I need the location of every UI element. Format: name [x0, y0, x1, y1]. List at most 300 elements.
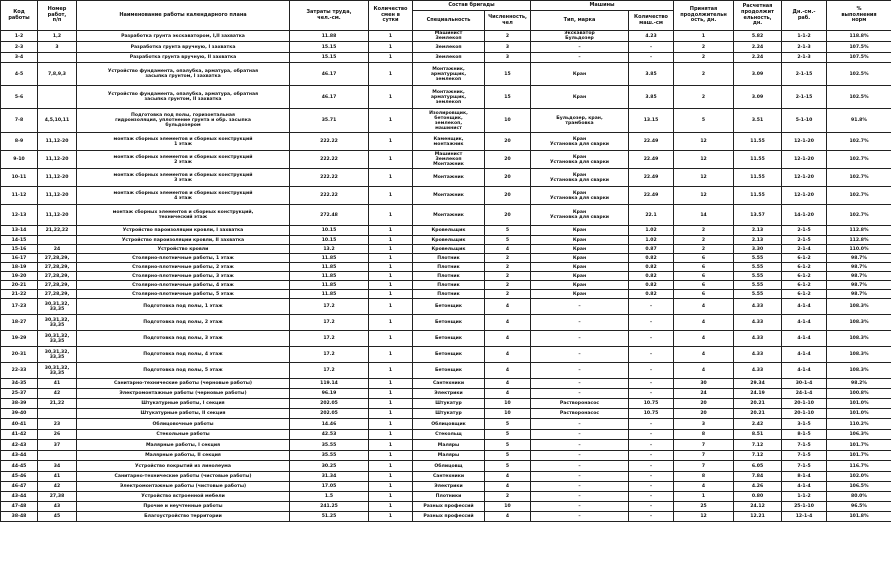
cell-count: 10 — [485, 109, 531, 133]
cell-machine-type: – — [531, 379, 629, 389]
cell-days: 4-1-4 — [782, 347, 827, 363]
cell-work-no: 30,31,32, 33,35 — [38, 315, 77, 331]
cell-count: 4 — [485, 482, 531, 492]
cell-spec: Бетонщик — [413, 363, 485, 379]
cell-count: 2 — [485, 254, 531, 263]
table-row — [1, 169, 891, 187]
cell-calc-duration: 3.51 — [734, 109, 782, 133]
cell-shifts: 1 — [369, 236, 413, 245]
cell-shifts: 1 — [369, 205, 413, 226]
cell-spec: Бетонщик — [413, 299, 485, 315]
cell-labor: 222.22 — [290, 133, 369, 151]
cell-calc-duration: 7.12 — [734, 440, 782, 451]
cell-calc-duration: 29.34 — [734, 379, 782, 389]
table-row — [1, 299, 891, 315]
col-header-work-no: Номер работ, п/п — [38, 1, 77, 31]
cell-percent: 101.0% — [827, 399, 891, 409]
cell-days: 24-1-4 — [782, 389, 827, 399]
cell-code: 46-47 — [1, 482, 38, 492]
cell-calc-duration: 4.26 — [734, 482, 782, 492]
col-header-brigade-count: Численность, чел — [485, 11, 531, 31]
cell-duration: 14 — [674, 205, 734, 226]
cell-count: 4 — [485, 245, 531, 254]
cell-spec: Изолировщик, бетонщик, землекоп, машинист — [413, 109, 485, 133]
cell-days: 4-1-4 — [782, 363, 827, 379]
cell-machine-qty: – — [629, 315, 674, 331]
cell-shifts: 1 — [369, 169, 413, 187]
cell-machine-qty: – — [629, 451, 674, 461]
cell-machine-qty: 3.85 — [629, 86, 674, 109]
cell-machine-type: – — [531, 419, 629, 430]
cell-labor: 17.05 — [290, 482, 369, 492]
cell-name: Санитарно-технические работы (черновые работы) — [77, 379, 290, 389]
cell-percent: 110.0% — [827, 245, 891, 254]
cell-count: 4 — [485, 472, 531, 482]
cell-percent: 80.0% — [827, 492, 891, 502]
cell-calc-duration: 11.55 — [734, 169, 782, 187]
cell-count: 4 — [485, 389, 531, 399]
cell-percent: 96.5% — [827, 502, 891, 512]
cell-code: 18-19 — [1, 263, 38, 272]
cell-work-no: 30,31,32, 33,35 — [38, 363, 77, 379]
cell-spec: Маляры — [413, 451, 485, 461]
cell-shifts: 1 — [369, 290, 413, 299]
cell-calc-duration: 20.21 — [734, 399, 782, 409]
cell-duration: 12 — [674, 151, 734, 169]
cell-duration: 6 — [674, 290, 734, 299]
cell-machine-qty: – — [629, 419, 674, 430]
cell-work-no: 7,8,9,3 — [38, 63, 77, 86]
cell-work-no: 3 — [38, 42, 77, 53]
cell-machine-qty: 0.82 — [629, 281, 674, 290]
cell-machine-qty: – — [629, 347, 674, 363]
table-row — [1, 461, 891, 472]
cell-machine-qty: 1.02 — [629, 236, 674, 245]
cell-count: 4 — [485, 315, 531, 331]
cell-shifts: 1 — [369, 254, 413, 263]
col-header-percent: % выполнения норм — [827, 1, 891, 31]
cell-percent: 118.8% — [827, 31, 891, 42]
cell-calc-duration: 13.57 — [734, 205, 782, 226]
cell-days: 6-1-2 — [782, 272, 827, 281]
cell-spec: Облицовщик — [413, 419, 485, 430]
cell-calc-duration: 7.84 — [734, 472, 782, 482]
cell-spec: Плотники — [413, 492, 485, 502]
cell-percent: 106.5% — [827, 482, 891, 492]
cell-spec: Кровельщик — [413, 226, 485, 236]
cell-days: 6-1-2 — [782, 254, 827, 263]
col-header-name: Наименование работы календарного плана — [77, 1, 290, 31]
cell-labor: 202.05 — [290, 409, 369, 419]
cell-shifts: 1 — [369, 419, 413, 430]
cell-labor: 46.17 — [290, 86, 369, 109]
cell-machine-qty: 0.87 — [629, 245, 674, 254]
cell-labor: 35.55 — [290, 451, 369, 461]
cell-percent: 101.7% — [827, 440, 891, 451]
cell-work-no: 41 — [38, 379, 77, 389]
cell-days: 14-1-20 — [782, 205, 827, 226]
cell-shifts: 1 — [369, 389, 413, 399]
cell-calc-duration: 5.55 — [734, 263, 782, 272]
table-row — [1, 254, 891, 263]
cell-duration: 7 — [674, 440, 734, 451]
cell-percent: 102.7% — [827, 169, 891, 187]
cell-shifts: 1 — [369, 133, 413, 151]
cell-name: Подготовка под полы, 5 этаж — [77, 363, 290, 379]
cell-spec: Монтажник, арматурщик, землекоп — [413, 63, 485, 86]
cell-labor: 202.05 — [290, 399, 369, 409]
cell-name: Подготовка под полы, 1 этаж — [77, 299, 290, 315]
cell-machine-type: – — [531, 315, 629, 331]
cell-code: 13-14 — [1, 226, 38, 236]
cell-spec: Плотник — [413, 290, 485, 299]
cell-work-no: 30,31,32, 33,35 — [38, 347, 77, 363]
cell-machine-type: Растворонасос — [531, 409, 629, 419]
cell-percent: 108.3% — [827, 299, 891, 315]
cell-shifts: 1 — [369, 281, 413, 290]
cell-code: 17-23 — [1, 299, 38, 315]
cell-code: 22-33 — [1, 363, 38, 379]
cell-days: 4-1-4 — [782, 315, 827, 331]
cell-days: 5-1-10 — [782, 109, 827, 133]
cell-count: 4 — [485, 299, 531, 315]
cell-shifts: 1 — [369, 53, 413, 63]
cell-labor: 17.2 — [290, 299, 369, 315]
cell-shifts: 1 — [369, 315, 413, 331]
cell-name: Устройство фундамента, опалубка, арматура, обратная засыпка грунтом, I захватка — [77, 63, 290, 86]
cell-labor: 222.22 — [290, 169, 369, 187]
cell-shifts: 1 — [369, 63, 413, 86]
cell-machine-qty: – — [629, 502, 674, 512]
cell-count: 4 — [485, 512, 531, 522]
cell-machine-type: Растворонасос — [531, 399, 629, 409]
cell-duration: 4 — [674, 315, 734, 331]
cell-days: 8-1-4 — [782, 472, 827, 482]
cell-count: 3 — [485, 53, 531, 63]
cell-machine-type: Кран — [531, 254, 629, 263]
cell-machine-type: Кран Установка для сварки — [531, 187, 629, 205]
table-row — [1, 42, 891, 53]
cell-duration: 6 — [674, 263, 734, 272]
cell-machine-qty: 22.49 — [629, 169, 674, 187]
cell-machine-qty: 3.85 — [629, 63, 674, 86]
table-row — [1, 409, 891, 419]
table-row — [1, 31, 891, 42]
cell-count: 4 — [485, 331, 531, 347]
col-header-machine-qty: Количество маш.-см — [629, 11, 674, 31]
cell-work-no: 4,5,10,11 — [38, 109, 77, 133]
cell-shifts: 1 — [369, 272, 413, 281]
cell-calc-duration: 3.09 — [734, 63, 782, 86]
table-row — [1, 133, 891, 151]
cell-days: 12-1-20 — [782, 133, 827, 151]
cell-duration: 1 — [674, 492, 734, 502]
cell-machine-qty: – — [629, 430, 674, 440]
cell-spec: Машинист Землекоп Монтажник — [413, 151, 485, 169]
cell-spec: Плотник — [413, 263, 485, 272]
cell-count: 5 — [485, 236, 531, 245]
cell-days: 6-1-2 — [782, 281, 827, 290]
cell-labor: 30.25 — [290, 461, 369, 472]
cell-count: 10 — [485, 409, 531, 419]
cell-duration: 7 — [674, 451, 734, 461]
cell-duration: 4 — [674, 299, 734, 315]
cell-work-no: 21,22,22 — [38, 226, 77, 236]
cell-machine-qty: 4.23 — [629, 31, 674, 42]
cell-days: 1-1-2 — [782, 492, 827, 502]
cell-labor: 51.25 — [290, 512, 369, 522]
cell-percent: 107.5% — [827, 53, 891, 63]
cell-spec: Землекоп — [413, 42, 485, 53]
cell-count: 4 — [485, 379, 531, 389]
cell-calc-duration: 5.55 — [734, 281, 782, 290]
cell-name: Столярно-плотничные работы, 5 этаж — [77, 290, 290, 299]
cell-spec: Разных профессий — [413, 502, 485, 512]
cell-name: монтаж сборных элементов и сборных конструкций, технический этаж — [77, 205, 290, 226]
cell-name: Облицовочные работы — [77, 419, 290, 430]
cell-code: 5-6 — [1, 86, 38, 109]
cell-calc-duration: 5.82 — [734, 31, 782, 42]
table-row — [1, 492, 891, 502]
cell-machine-qty: – — [629, 482, 674, 492]
cell-count: 15 — [485, 86, 531, 109]
cell-duration: 7 — [674, 461, 734, 472]
cell-name: Разработка грунта вручную, I захватка — [77, 42, 290, 53]
cell-machine-qty: – — [629, 389, 674, 399]
cell-calc-duration: 5.55 — [734, 272, 782, 281]
cell-percent: 91.8% — [827, 109, 891, 133]
cell-code: 18-27 — [1, 315, 38, 331]
cell-calc-duration: 2.24 — [734, 53, 782, 63]
table-row — [1, 389, 891, 399]
cell-calc-duration: 24.12 — [734, 502, 782, 512]
table-row — [1, 263, 891, 272]
cell-machine-qty: – — [629, 492, 674, 502]
cell-machine-qty: 13.15 — [629, 109, 674, 133]
cell-work-no: 27,28,29, — [38, 272, 77, 281]
cell-code: 45-46 — [1, 472, 38, 482]
cell-percent: 112.8% — [827, 236, 891, 245]
cell-percent: 98.7% — [827, 272, 891, 281]
cell-code: 12-13 — [1, 205, 38, 226]
cell-machine-qty: 22.49 — [629, 151, 674, 169]
cell-labor: 11.85 — [290, 290, 369, 299]
cell-percent: 116.7% — [827, 461, 891, 472]
col-header-machine-type: Тип, марка — [531, 11, 629, 31]
cell-labor: 11.85 — [290, 272, 369, 281]
cell-work-no: 41 — [38, 472, 77, 482]
cell-labor: 17.2 — [290, 331, 369, 347]
cell-machine-type: Кран — [531, 86, 629, 109]
cell-work-no: 11,12-20 — [38, 133, 77, 151]
table-row — [1, 281, 891, 290]
cell-machine-type: Кран Установка для сварки — [531, 205, 629, 226]
cell-labor: 11.85 — [290, 281, 369, 290]
cell-shifts: 1 — [369, 299, 413, 315]
cell-spec: Плотник — [413, 281, 485, 290]
cell-shifts: 1 — [369, 502, 413, 512]
cell-calc-duration: 4.33 — [734, 315, 782, 331]
cell-work-no: 27,28,29, — [38, 254, 77, 263]
cell-duration: 24 — [674, 389, 734, 399]
cell-code: 19-20 — [1, 272, 38, 281]
cell-code: 19-29 — [1, 331, 38, 347]
cell-percent: 98.7% — [827, 263, 891, 272]
cell-labor: 42.53 — [290, 430, 369, 440]
cell-spec: Монтажник, арматурщик, землекоп — [413, 86, 485, 109]
cell-percent: 98.7% — [827, 281, 891, 290]
cell-duration: 8 — [674, 430, 734, 440]
cell-spec: Плотник — [413, 272, 485, 281]
table-row — [1, 482, 891, 492]
cell-percent: 102.5% — [827, 86, 891, 109]
cell-code: 1-2 — [1, 31, 38, 42]
cell-name: Подготовка под полы, горизонтальная гидроизоляция, уплотнение грунта и обр. засыпка бульдозером — [77, 109, 290, 133]
cell-work-no: 11,12-20 — [38, 151, 77, 169]
cell-machine-type: Кран — [531, 63, 629, 86]
cell-count: 10 — [485, 399, 531, 409]
cell-calc-duration: 4.33 — [734, 363, 782, 379]
cell-count: 5 — [485, 419, 531, 430]
cell-machine-type: – — [531, 492, 629, 502]
cell-machine-qty: 0.82 — [629, 290, 674, 299]
cell-work-no: 23 — [38, 419, 77, 430]
cell-labor: 11.85 — [290, 254, 369, 263]
cell-count: 3 — [485, 42, 531, 53]
cell-count: 2 — [485, 281, 531, 290]
cell-shifts: 1 — [369, 512, 413, 522]
cell-labor: 10.15 — [290, 236, 369, 245]
table-row — [1, 63, 891, 86]
cell-name: монтаж сборных элементов и сборных конструкций 2 этаж — [77, 151, 290, 169]
cell-percent: 102.7% — [827, 187, 891, 205]
cell-name: Столярно-плотничные работы, 4 этаж — [77, 281, 290, 290]
cell-work-no: 27,28,29, — [38, 290, 77, 299]
cell-duration: 4 — [674, 347, 734, 363]
cell-calc-duration: 4.33 — [734, 299, 782, 315]
col-header-labor: Затраты труда, чел.-см. — [290, 1, 369, 31]
cell-count: 15 — [485, 63, 531, 86]
cell-count: 20 — [485, 169, 531, 187]
cell-spec: Разных профессий — [413, 512, 485, 522]
cell-shifts: 1 — [369, 492, 413, 502]
col-header-machines: Машины — [531, 1, 674, 11]
cell-days: 3-1-5 — [782, 419, 827, 430]
cell-shifts: 1 — [369, 263, 413, 272]
table-row — [1, 226, 891, 236]
cell-name: монтаж сборных элементов и сборных конструкций 3 этаж — [77, 169, 290, 187]
cell-spec: Электрики — [413, 389, 485, 399]
cell-duration: 6 — [674, 254, 734, 263]
cell-machine-type: Кран — [531, 226, 629, 236]
cell-percent: 102.7% — [827, 151, 891, 169]
cell-count: 5 — [485, 451, 531, 461]
cell-labor: 241.25 — [290, 502, 369, 512]
cell-shifts: 1 — [369, 409, 413, 419]
cell-count: 4 — [485, 363, 531, 379]
cell-calc-duration: 2.13 — [734, 236, 782, 245]
cell-work-no: 42 — [38, 389, 77, 399]
cell-labor: 46.17 — [290, 63, 369, 86]
cell-work-no: 1,2 — [38, 31, 77, 42]
cell-work-no: 21,22 — [38, 399, 77, 409]
cell-days: 2-1-4 — [782, 245, 827, 254]
cell-calc-duration: 20.21 — [734, 409, 782, 419]
cell-code: 40-41 — [1, 419, 38, 430]
cell-duration: 2 — [674, 245, 734, 254]
cell-machine-type: – — [531, 53, 629, 63]
cell-shifts: 1 — [369, 109, 413, 133]
cell-name: Штукатурные работы, II секция — [77, 409, 290, 419]
cell-work-no: 11,12-20 — [38, 169, 77, 187]
cell-calc-duration: 2.24 — [734, 42, 782, 53]
cell-code: 20-21 — [1, 281, 38, 290]
cell-days: 7-1-5 — [782, 440, 827, 451]
cell-machine-qty: – — [629, 379, 674, 389]
cell-spec: Кровельщик — [413, 236, 485, 245]
cell-percent: 110.2% — [827, 419, 891, 430]
cell-spec: Маляры — [413, 440, 485, 451]
cell-days: 4-1-4 — [782, 482, 827, 492]
cell-machine-qty: – — [629, 299, 674, 315]
table-row — [1, 53, 891, 63]
cell-spec: Бетонщик — [413, 347, 485, 363]
cell-duration: 4 — [674, 482, 734, 492]
table-row — [1, 399, 891, 409]
cell-machine-qty: 1.02 — [629, 226, 674, 236]
cell-work-no — [38, 409, 77, 419]
cell-count: 2 — [485, 263, 531, 272]
cell-shifts: 1 — [369, 331, 413, 347]
cell-work-no: 37 — [38, 440, 77, 451]
cell-calc-duration: 5.55 — [734, 254, 782, 263]
cell-code: 47-48 — [1, 502, 38, 512]
table-row — [1, 205, 891, 226]
cell-name: монтаж сборных элементов и сборных конструкций 1 этаж — [77, 133, 290, 151]
cell-name: Разработка грунта экскаватором, I,II захватка — [77, 31, 290, 42]
cell-machine-qty: – — [629, 512, 674, 522]
cell-labor: 31.34 — [290, 472, 369, 482]
cell-percent: 102.5% — [827, 63, 891, 86]
cell-work-no: 27,38 — [38, 492, 77, 502]
cell-percent: 108.3% — [827, 331, 891, 347]
cell-name: Малярные работы, II секция — [77, 451, 290, 461]
cell-code: 25-37 — [1, 389, 38, 399]
cell-name: Устройство пароизоляции кровли, II захватка — [77, 236, 290, 245]
cell-percent: 98.2% — [827, 379, 891, 389]
table-row — [1, 472, 891, 482]
cell-code: 20-31 — [1, 347, 38, 363]
cell-percent: 112.8% — [827, 226, 891, 236]
cell-days: 2-1-3 — [782, 53, 827, 63]
cell-days: 6-1-2 — [782, 290, 827, 299]
col-header-shifts: Количество смен в сутки — [369, 1, 413, 31]
cell-name: Устройство пароизоляции кровли, I захватка — [77, 226, 290, 236]
cell-duration: 12 — [674, 187, 734, 205]
cell-code: 2-3 — [1, 42, 38, 53]
cell-machine-qty: – — [629, 363, 674, 379]
cell-calc-duration: 2.13 — [734, 226, 782, 236]
cell-code: 38-39 — [1, 399, 38, 409]
cell-shifts: 1 — [369, 430, 413, 440]
cell-machine-qty: – — [629, 42, 674, 53]
cell-machine-qty: 0.82 — [629, 272, 674, 281]
cell-machine-type: Экскаватор Бульдозер — [531, 31, 629, 42]
cell-duration: 2 — [674, 86, 734, 109]
cell-duration: 4 — [674, 363, 734, 379]
cell-machine-type: – — [531, 451, 629, 461]
cell-machine-qty: 0.82 — [629, 254, 674, 263]
